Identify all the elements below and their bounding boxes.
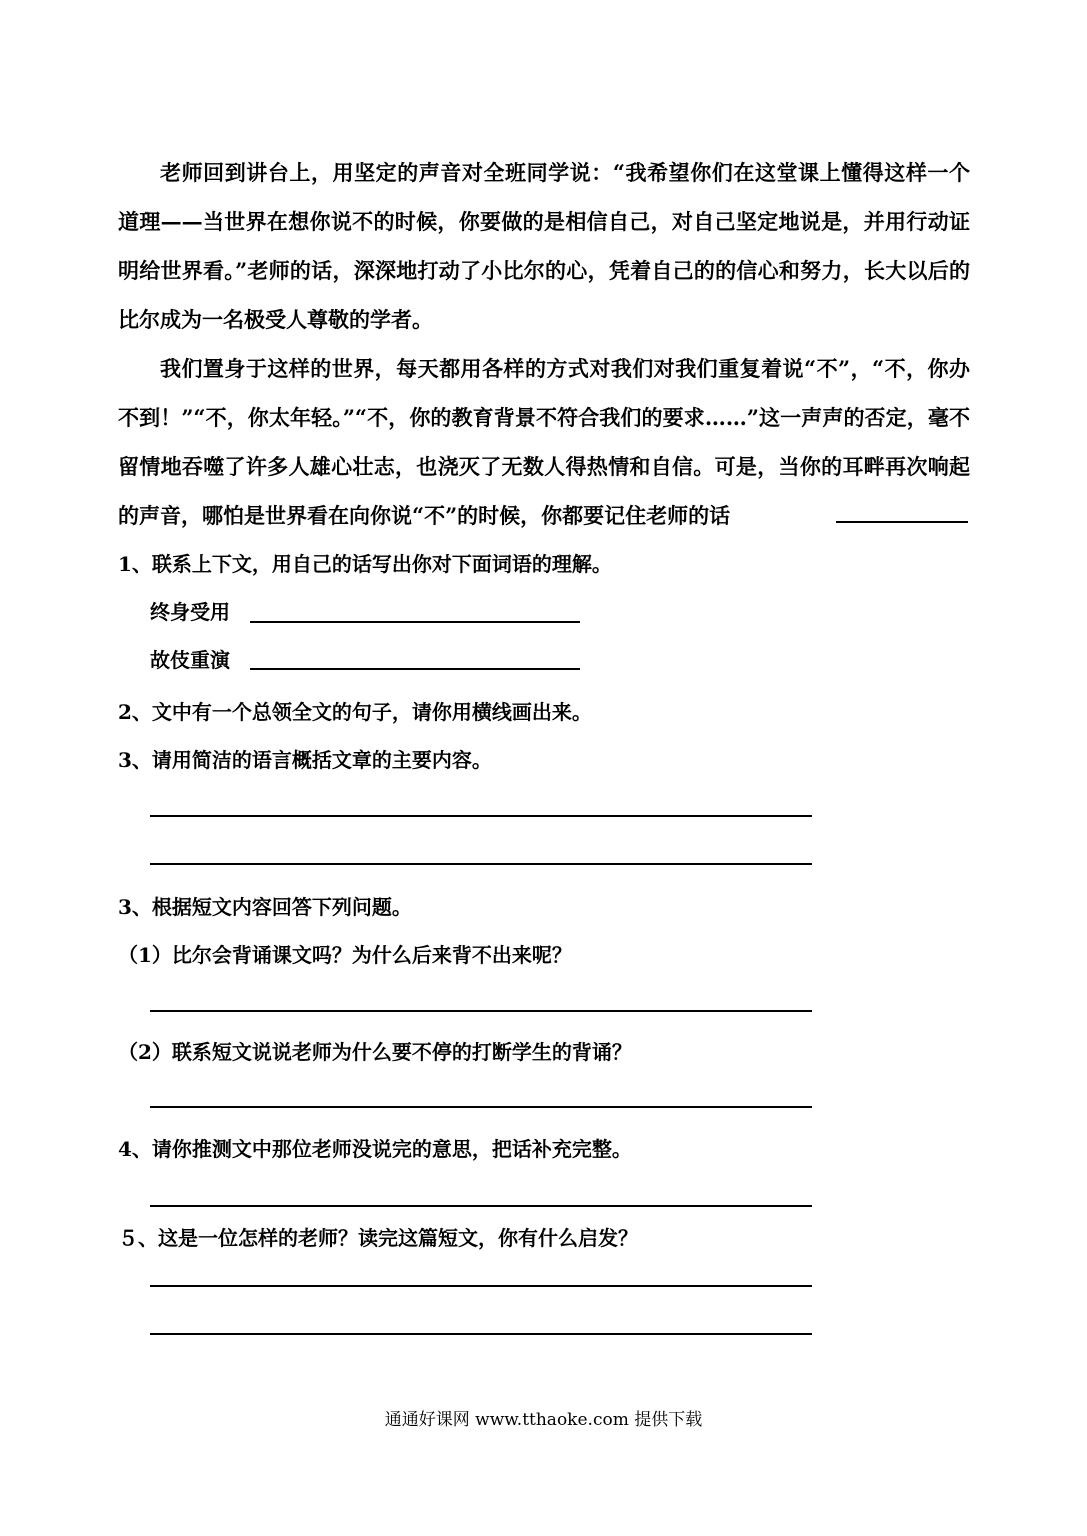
question-5: ５、这是一位怎样的老师？读完这篇短文，你有什么启发？	[118, 1226, 638, 1250]
question-3a-answer-line-2[interactable]	[150, 863, 812, 865]
question-1-term-1-blank[interactable]	[250, 621, 580, 623]
footer-source-credit: 通通好课网 www.tthaoke.com 提供下载	[384, 1410, 703, 1430]
question-5-answer-line-1[interactable]	[150, 1285, 812, 1287]
question-3b: 3、根据短文内容回答下列问题。	[118, 895, 412, 919]
question-1-term-1: 终身受用	[150, 600, 230, 624]
question-3b-sub-2: （2）联系短文说说老师为什么要不停的打断学生的背诵？	[118, 1040, 632, 1064]
question-3a-answer-line-1[interactable]	[150, 815, 812, 817]
passage-paragraph-1: 老师回到讲台上，用坚定的声音对全班同学说：“我希望你们在这堂课上懂得这样一个道理——当世界在想你说不的时候，你要做的是相信自己，对自己坚定地说是，并用行动证明给世界看。”老师的话，深深地打动了小比尔的心，凭着自己的的信心和努力，长大以后的比尔成为一名极受人尊敬的学者。	[118, 160, 970, 332]
question-1: 1、联系上下文，用自己的话写出你对下面词语的理解。	[118, 552, 612, 576]
question-3a: 3、请用简洁的语言概括文章的主要内容。	[118, 748, 492, 772]
passage-answer-blank[interactable]	[836, 521, 968, 523]
question-4: 4、请你推测文中那位老师没说完的意思，把话补充完整。	[118, 1137, 632, 1161]
question-3b-sub-1: （1）比尔会背诵课文吗？为什么后来背不出来呢？	[118, 943, 572, 967]
question-1-term-2: 故伎重演	[150, 648, 230, 672]
question-2: 2、文中有一个总领全文的句子，请你用横线画出来。	[118, 700, 592, 724]
question-4-answer-line[interactable]	[150, 1205, 812, 1207]
question-3b-sub-1-answer-line[interactable]	[150, 1010, 812, 1012]
question-1-term-2-blank[interactable]	[250, 668, 580, 670]
question-3b-sub-2-answer-line[interactable]	[150, 1106, 812, 1108]
question-5-answer-line-2[interactable]	[150, 1333, 812, 1335]
passage-paragraph-2: 我们置身于这样的世界，每天都用各样的方式对我们对我们重复着说“不”，“不，你办不到！”“不，你太年轻。”“不，你的教育背景不符合我们的要求……”这一声声的否定，毫不留情地吞噬了许多人雄心壮志，也浇灭了无数人得热情和自信。可是，当你的耳畔再次响起的声音，哪怕是世界看在向你说“不”的时候，你都要记住老师的话	[118, 356, 970, 528]
